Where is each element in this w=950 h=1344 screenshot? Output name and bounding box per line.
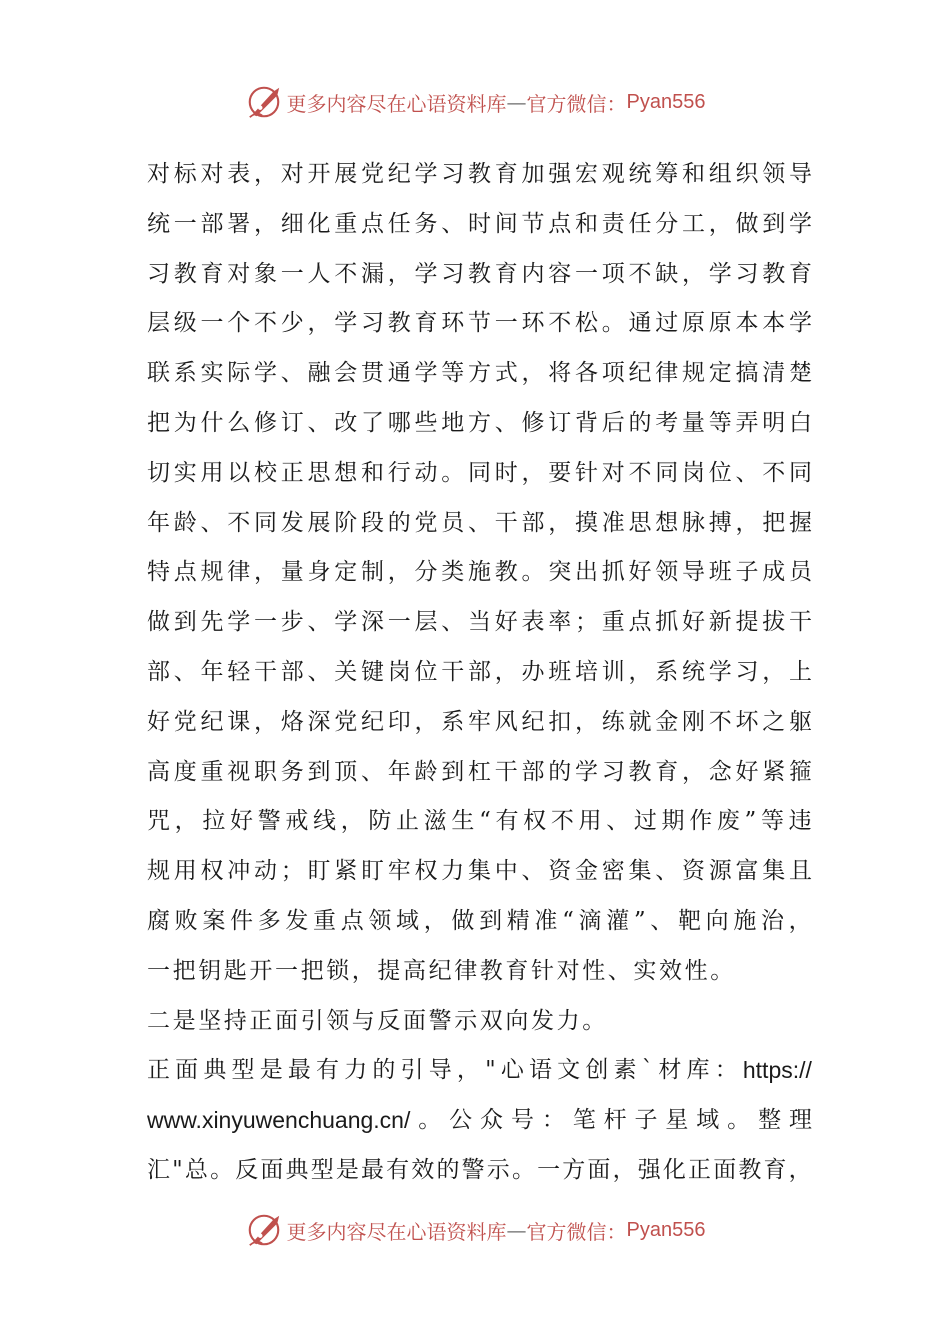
document-body: [147, 150, 812, 1196]
text-line: 做 到 先 学 一 步 、 学 深 一 层 、 当 好 表 率 ； 重 点 抓 好 新 提 拔 干: [147, 609, 812, 636]
banner-text: 更多内容尽在心语资料库: [286, 1219, 507, 1244]
banner-wechat-id: Pyan556: [626, 1218, 706, 1241]
text-line: 好 党 纪 课 ， 烙 深 党 纪 印 ， 系 牢 风 纪 扣 ， 练 就 金 刚 不 坏 之 躯: [147, 708, 812, 735]
text-line: 层 级 一 个 不 少 ， 学 习 教 育 环 节 一 环 不 松 。 通 过 原 原 本 本 学: [147, 310, 812, 337]
paragraph-end-line: 一把钥匙开一把锁，提高纪律教育针对性、实效性。: [147, 957, 736, 984]
header-banner: [0, 82, 950, 122]
section-heading: 二是坚持正面引领与反面警示双向发力。: [147, 1007, 608, 1034]
text-line: 切 实 用 以 校 正 思 想 和 行 动 。 同 时 ， 要 针 对 不 同 岗 位 、 不 同: [147, 459, 812, 486]
text-line: 特 点 规 律 ， 量 身 定 制 ， 分 类 施 教 。 突 出 抓 好 领 导 班 子 成 员: [147, 559, 812, 586]
pen-nib-logo-icon: [245, 1211, 283, 1249]
text-line-url: www.xinyuwenchuang.cn/ 。 公 众 号 ： 笔 杆 子 星 域 。 整 理: [147, 1107, 812, 1134]
pen-nib-logo-icon: [245, 83, 283, 121]
footer-banner: [0, 1210, 950, 1250]
text-line: 联 系 实 际 学 、 融 会 贯 通 学 等 方 式 ， 将 各 项 纪 律 规 定 搞 清 楚: [147, 360, 812, 387]
text-line: 年 龄 、 不 同 发 展 阶 段 的 党 员 、 干 部 ， 摸 准 思 想 脉 搏 ， 把 握: [147, 509, 812, 536]
banner-dash: —: [506, 1218, 527, 1242]
text-line: 把 为 什 么 修 订 、 改 了 哪 些 地 方 、 修 订 背 后 的 考 量 等 弄 明 白: [147, 409, 812, 436]
text-line: 咒 ， 拉 好 警 戒 线 ， 防 止 滋 生 “ 有 权 不 用 、 过 期 作 废 ” 等 违: [147, 808, 812, 835]
text-line: 习 教 育 对 象 一 人 不 漏 ， 学 习 教 育 内 容 一 项 不 缺 ， 学 习 教 育: [147, 260, 812, 287]
banner-dash: —: [506, 90, 527, 114]
banner-wechat-id: Pyan556: [626, 90, 706, 113]
text-line: 部 、 年 轻 干 部 、 关 键 岗 位 干 部 ， 办 班 培 训 ， 系 统 学 习 ， 上: [147, 658, 812, 685]
banner-label: 官方微信：: [526, 91, 627, 116]
text-line: 高 度 重 视 职 务 到 顶 、 年 龄 到 杠 干 部 的 学 习 教 育 ， 念 好 紧 箍: [147, 758, 812, 785]
text-line: 腐 败 案 件 多 发 重 点 领 域 ， 做 到 精 准 “ 滴 灌 ” 、 靶 向 施 治 ，: [147, 907, 812, 934]
text-line: 统 一 部 署 ， 细 化 重 点 任 务 、 时 间 节 点 和 责 任 分 工 ， 做 到 学: [147, 210, 812, 237]
text-line: 正 面 典 型 是 最 有 力 的 引 导 ， " 心 语 文 创 素 ` 材 库 ： https://: [147, 1057, 812, 1084]
text-line: 汇 " 总 。 反 面 典 型 是 最 有 效 的 警 示 。 一 方 面 ， 强 化 正 面 教 育 ，: [147, 1156, 812, 1183]
banner-label: 官方微信：: [526, 1219, 627, 1244]
text-line: 规 用 权 冲 动 ； 盯 紧 盯 牢 权 力 集 中 、 资 金 密 集 、 资 源 富 集 且: [147, 858, 812, 885]
text-line: 对 标 对 表 ， 对 开 展 党 纪 学 习 教 育 加 强 宏 观 统 筹 和 组 织 领 导: [147, 161, 812, 187]
banner-text: 更多内容尽在心语资料库: [286, 91, 507, 116]
